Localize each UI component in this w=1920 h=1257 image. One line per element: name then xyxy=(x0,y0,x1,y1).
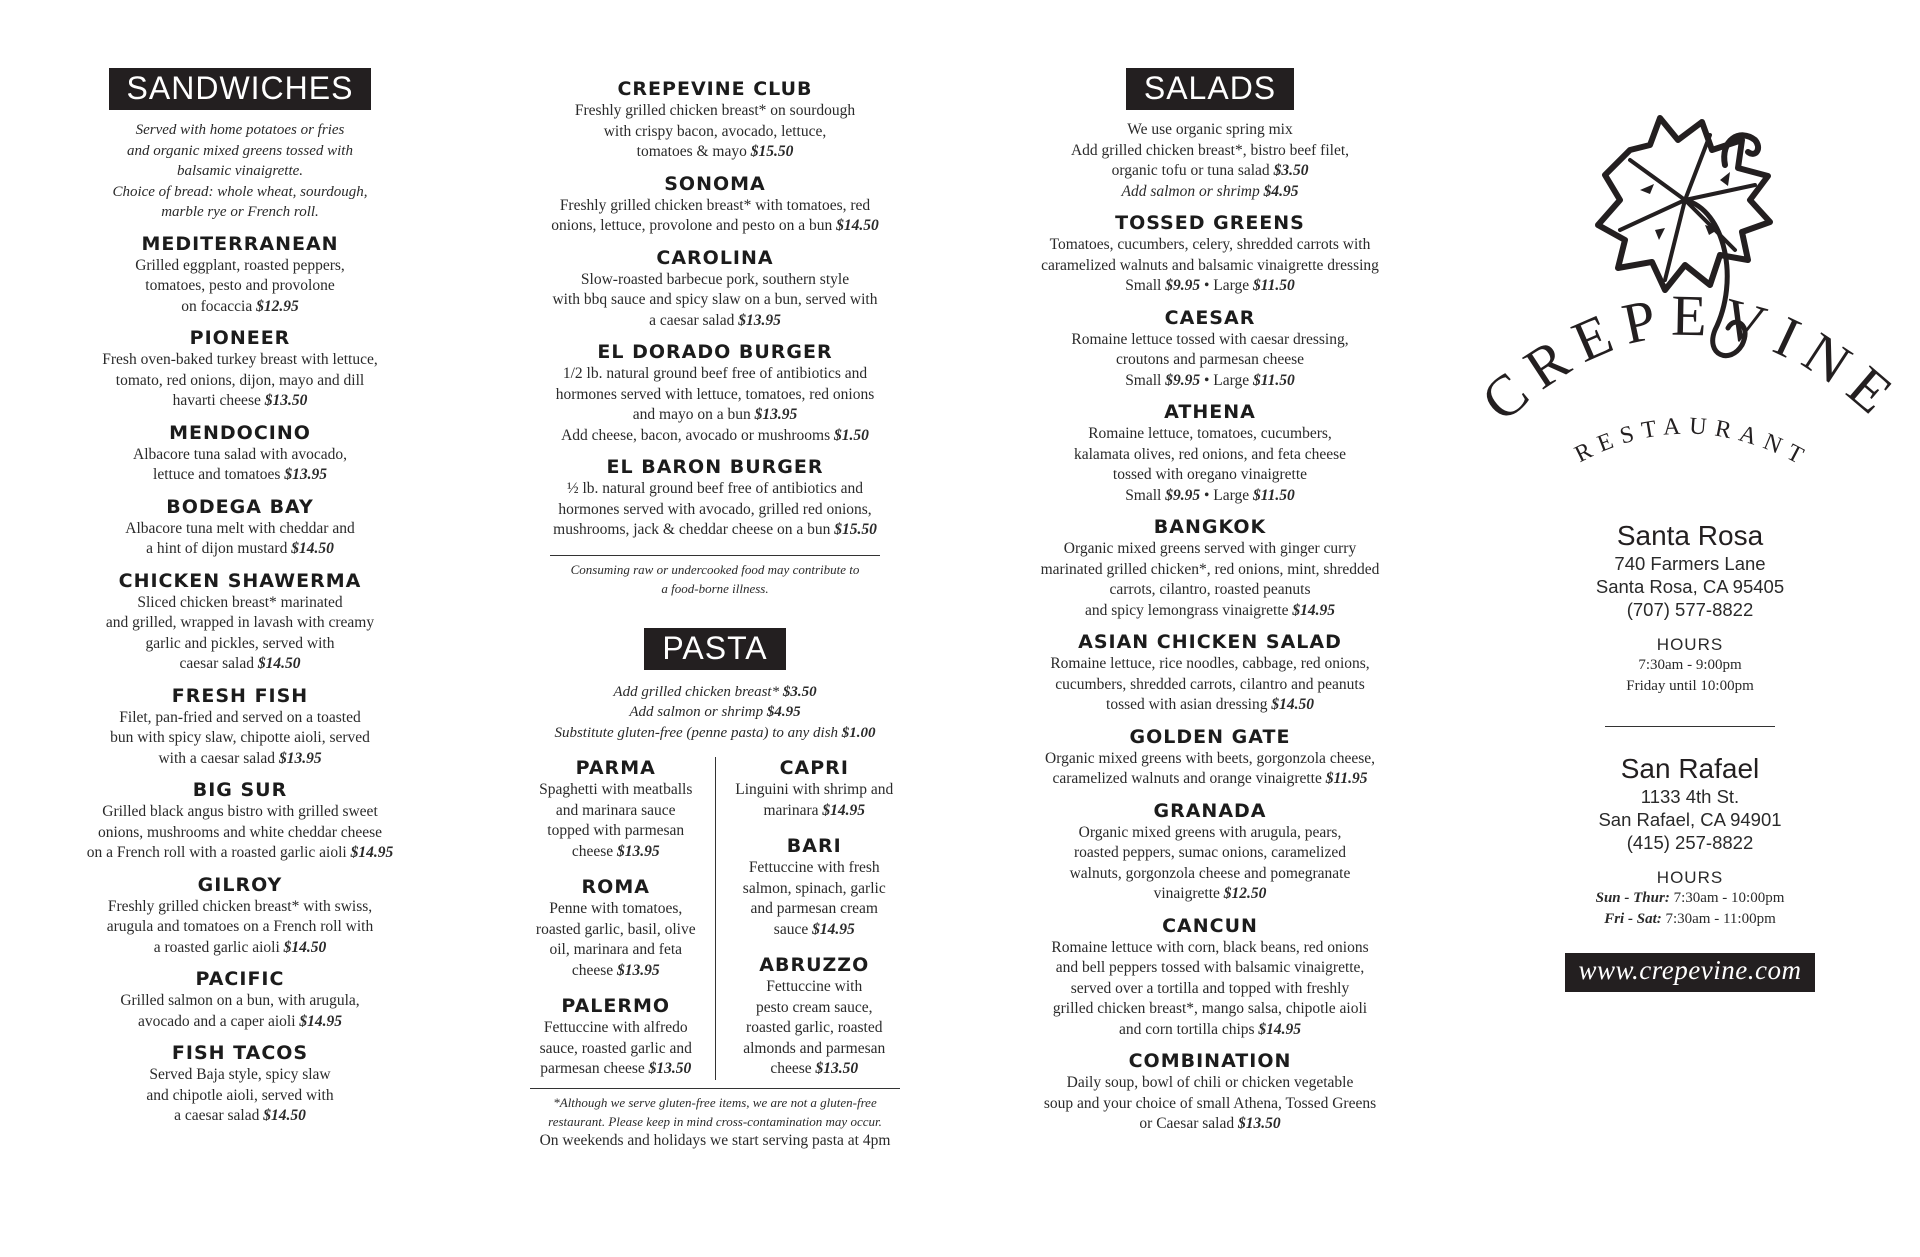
menu-item xyxy=(60,327,420,412)
menu-item xyxy=(60,496,420,560)
item-price: $13.95 xyxy=(617,961,660,979)
divider xyxy=(1605,726,1775,727)
mains-pasta-column xyxy=(525,0,905,1151)
item-price: $14.50 xyxy=(257,655,301,672)
item-description: Fettuccine with alfredo sauce, roasted garlic and parmesan cheese $13.50 xyxy=(539,1019,692,1077)
small-price: $9.95 xyxy=(1165,486,1201,504)
item-name: CAESAR xyxy=(1164,306,1256,329)
item-name: GRANADA xyxy=(1153,799,1267,822)
item-description: Sliced chicken breast* marinated and grilled, wrapped in lavash with creamy garlic and pickles, served with caesar salad $14.50 xyxy=(105,593,375,672)
item-name: MEDITERRANEAN xyxy=(141,232,339,255)
menu-item xyxy=(1005,726,1415,790)
sandwiches-column xyxy=(60,0,420,1127)
menu-item xyxy=(525,876,707,981)
location-citystate: Santa Rosa, CA 95405 xyxy=(1595,576,1785,597)
menu-item xyxy=(1005,915,1415,1041)
large-price: $11.50 xyxy=(1253,277,1295,294)
salads-heading: SALADS xyxy=(1126,68,1294,110)
raw-food-warning: Consuming raw or undercooked food may contribute to a food-borne illness. xyxy=(570,561,860,596)
item-name: EL BARON BURGER xyxy=(606,456,824,478)
item-description: 1/2 lb. natural ground beef free of antibiotics and hormones served with lettuce, tomatoes, red onions and mayo on a bun $13.95 Add cheese, bacon, avocado or mushrooms $1.50 xyxy=(555,365,875,444)
item-price: $14.95 xyxy=(1258,1020,1302,1038)
brand-name: REPEVIN xyxy=(1512,282,1873,404)
sandwiches-heading: SANDWICHES xyxy=(109,68,372,110)
menu-item xyxy=(1005,516,1415,621)
item-name: CHICKEN SHAWERMA xyxy=(118,569,362,592)
item-description: Grilled salmon on a bun, with arugula, avocado and a caper aioli $14.95 xyxy=(120,992,360,1030)
addon-price: $1.00 xyxy=(841,724,876,741)
item-price: $15.50 xyxy=(750,143,794,160)
locations xyxy=(1480,520,1900,929)
item-name: FRESH FISH xyxy=(171,684,309,707)
addon-price: $3.50 xyxy=(782,683,817,700)
menu-item xyxy=(525,341,905,446)
item-price: $13.95 xyxy=(617,842,660,860)
item-description: Organic mixed greens served with ginger curry marinated grilled chicken*, red onions, mint, shredded carrots, cilantro, roasted peanuts and spicy lemongrass vinaigrette $14.95 xyxy=(1040,540,1380,619)
item-description: Grilled eggplant, roasted peppers, tomatoes, pesto and provolone on focaccia $12.95 xyxy=(135,256,345,315)
item-name: COMBINATION xyxy=(1128,1050,1292,1072)
item-name: CANCUN xyxy=(1162,914,1258,937)
menu-item xyxy=(60,233,420,318)
item-price: $14.95 xyxy=(350,844,394,861)
item-price: $15.50 xyxy=(834,521,877,538)
weekend-pasta-note: On weekends and holidays we start serving pasta at 4pm xyxy=(539,1131,891,1149)
hours-label: HOURS xyxy=(1656,868,1724,887)
location-phone: (415) 257-8822 xyxy=(1626,832,1754,853)
item-name: FISH TACOS xyxy=(171,1042,309,1064)
item-description: Slow-roasted barbecue pork, southern style with bbq sauce and spicy slaw on a bun, served with a caesar salad $13.95 xyxy=(552,270,878,329)
item-name: PIONEER xyxy=(189,327,291,349)
item-name: BANGKOK xyxy=(1153,516,1267,538)
menu-item xyxy=(1005,1050,1415,1135)
menu-item xyxy=(1005,800,1415,905)
item-description: Romaine lettuce, rice noodles, cabbage, red onions, cucumbers, shredded carrots, cilantro and peanuts tossed with asian dressing $14.50 xyxy=(1050,655,1370,713)
pasta-heading: PASTA xyxy=(644,628,785,670)
item-price: $13.50 xyxy=(648,1060,692,1077)
menu-item xyxy=(525,757,707,862)
item-description: Organic mixed greens with beets, gorgonzola cheese, caramelized walnuts and orange vinaigrette $11.95 xyxy=(1045,749,1375,787)
menu-item xyxy=(60,874,420,959)
salad-intro-line: Add grilled chicken breast*, bistro beef filet, xyxy=(1070,141,1350,159)
small-price: $9.95 xyxy=(1165,371,1201,389)
item-price: $13.95 xyxy=(284,466,327,483)
large-price: $11.50 xyxy=(1253,371,1295,389)
menu-item xyxy=(60,570,420,675)
item-name: PALERMO xyxy=(561,995,671,1017)
item-price: $14.50 xyxy=(836,217,879,234)
extra-price: $1.50 xyxy=(834,426,869,444)
item-name: SONOMA xyxy=(664,172,766,195)
pasta-column-left xyxy=(525,757,716,1080)
sandwiches-intro: Served with home potatoes or fries and organic mixed greens tossed with balsamic vinaigrette. Choice of bread: whole wheat, sourdough, marble rye or French roll. xyxy=(112,122,368,220)
location-street: 1133 4th St. xyxy=(1640,786,1740,807)
item-description: Romaine lettuce, tomatoes, cucumbers, kalamata olives, red onions, and feta cheese tossed with oregano vinaigrette Small $9.95 • Large $11.50 xyxy=(1074,425,1346,504)
item-price: $14.95 xyxy=(812,920,855,938)
item-price: $11.95 xyxy=(1325,770,1368,787)
item-description: Served Baja style, spicy slaw and chipotle aioli, served with a caesar salad $14.50 xyxy=(146,1066,334,1124)
divider xyxy=(550,555,880,556)
item-description: Romaine lettuce tossed with caesar dressing, croutons and parmesan cheese Small $9.95 • Large $11.50 xyxy=(1071,330,1349,389)
intro-price: $3.50 xyxy=(1273,162,1309,179)
mains-list xyxy=(525,78,905,541)
item-price: $13.95 xyxy=(278,749,322,767)
menu-item xyxy=(60,779,420,864)
menu-item xyxy=(60,1042,420,1127)
item-description: Penne with tomatoes, roasted garlic, basil, olive oil, marinara and feta cheese $13.95 xyxy=(535,900,696,979)
item-price: $13.95 xyxy=(754,406,798,423)
item-name: EL DORADO BURGER xyxy=(597,341,833,363)
item-price: $12.95 xyxy=(256,297,299,315)
pasta-addon: Add grilled chicken breast* $3.50 xyxy=(613,683,817,700)
salads-intro xyxy=(1005,120,1415,202)
location-citystate: San Rafael, CA 94901 xyxy=(1598,809,1782,830)
item-price: $12.50 xyxy=(1223,885,1267,902)
menu-item xyxy=(60,685,420,770)
item-price: $14.95 xyxy=(1292,601,1336,619)
brand-column xyxy=(1480,0,1900,992)
salad-intro-line: organic tofu or tuna salad $3.50 xyxy=(1111,162,1309,179)
item-name: CAROLINA xyxy=(656,246,774,269)
item-description: Freshly grilled chicken breast* on sourdough with crispy bacon, avocado, lettuce, tomatoes & mayo $15.50 xyxy=(574,102,856,160)
pasta-grid xyxy=(525,757,905,1080)
menu-item xyxy=(1005,401,1415,506)
pasta-column-right xyxy=(716,757,906,1080)
addon-price: $4.95 xyxy=(766,704,801,720)
item-description: Organic mixed greens with arugula, pears, roasted peppers, sumac onions, caramelized walnuts, gorgonzola cheese and pomegranate vinaigrette $12.50 xyxy=(1069,823,1351,902)
item-name: TOSSED GREENS xyxy=(1115,212,1305,234)
item-name: BIG SUR xyxy=(192,779,288,801)
menu-item xyxy=(60,422,420,486)
item-name: GILROY xyxy=(197,873,283,896)
location-city: Santa Rosa xyxy=(1616,520,1764,551)
item-description: ½ lb. natural ground beef free of antibiotics and hormones served with avocado, grilled red onions, mushrooms, jack & cheddar cheese on a bun $15.50 xyxy=(553,480,877,538)
menu-item xyxy=(60,968,420,1032)
menu-item xyxy=(1005,631,1415,716)
salad-intro-line: We use organic spring mix xyxy=(1127,121,1293,138)
menu-item xyxy=(525,78,905,163)
menu-item xyxy=(525,995,707,1080)
hours-line: Sun - Thur: 7:30am - 10:00pm xyxy=(1595,890,1785,906)
location-city: San Rafael xyxy=(1620,753,1760,784)
salad-list xyxy=(1005,212,1415,1135)
hours-line: Friday until 10:00pm xyxy=(1626,677,1754,694)
pasta-addons xyxy=(525,682,905,744)
item-name: BARI xyxy=(786,835,842,857)
item-name: CREPEVINE CLUB xyxy=(617,78,813,100)
salad-intro-line: Add salmon or shrimp $4.95 xyxy=(1121,182,1299,200)
hours-label: HOURS xyxy=(1656,635,1724,654)
item-description: Fettuccine with fresh salmon, spinach, garlic and parmesan cream sauce $14.95 xyxy=(742,859,886,938)
hours-days: Sun - Thur: xyxy=(1595,890,1670,906)
item-description: Daily soup, bowl of chili or chicken vegetable soup and your choice of small Athena, Tossed Greens or Caesar salad $13.50 xyxy=(1043,1074,1377,1132)
location-street: 740 Farmers Lane xyxy=(1614,553,1766,574)
menu-item xyxy=(525,173,905,237)
location-phone: (707) 577-8822 xyxy=(1626,599,1754,620)
item-description: Freshly grilled chicken breast* with swiss, arugula and tomatoes on a French roll with a roasted garlic aioli $14.50 xyxy=(106,897,374,956)
menu-item xyxy=(1005,212,1415,297)
item-name: ROMA xyxy=(581,876,650,898)
menu-item xyxy=(525,456,905,541)
item-price: $14.95 xyxy=(299,1012,342,1030)
hours-line: 7:30am - 9:00pm xyxy=(1638,657,1742,673)
large-price: $11.50 xyxy=(1253,486,1295,504)
crepevine-logo xyxy=(1480,0,1900,520)
menu-item xyxy=(1005,307,1415,392)
brand-tagline: RESTAURANT xyxy=(1570,413,1815,474)
pasta-addon: Add salmon or shrimp $4.95 xyxy=(629,704,801,720)
item-price: $13.50 xyxy=(815,1060,859,1077)
grape-leaf-icon xyxy=(1480,0,1900,520)
item-price: $13.50 xyxy=(264,392,308,409)
sandwich-list xyxy=(60,233,420,1127)
divider xyxy=(530,1088,900,1089)
item-name: MENDOCINO xyxy=(169,421,311,444)
item-description: Filet, pan-fried and served on a toasted bun with spicy slaw, chipotte aioli, served with a caesar salad $13.95 xyxy=(110,708,370,767)
item-description: Romaine lettuce with corn, black beans, red onions and bell peppers tossed with balsamic vinaigrette, served over a tortilla and topped with freshly grilled chicken breast*, mango salsa, chipotle aioli and corn tortilla chips $14.95 xyxy=(1051,938,1369,1038)
website-link[interactable]: www.crepevine.com xyxy=(1565,953,1816,992)
item-description: Tomatoes, cucumbers, celery, shredded carrots with caramelized walnuts and balsamic vinaigrette dressing Small $9.95 • Large $11.50 xyxy=(1041,236,1379,294)
menu-item xyxy=(724,757,906,821)
item-description: Linguini with shrimp and marinara $14.95 xyxy=(735,781,894,819)
item-price: $14.50 xyxy=(263,1107,306,1124)
pasta-addon: Substitute gluten-free (penne pasta) to any dish $1.00 xyxy=(554,724,876,741)
item-description: Grilled black angus bistro with grilled sweet onions, mushrooms and white cheddar cheese on a French roll with a roasted garlic aioli $14.95 xyxy=(86,803,394,861)
item-price: $14.50 xyxy=(283,938,327,956)
menu-item xyxy=(724,835,906,940)
hours-line: Fri - Sat: 7:30am - 11:00pm xyxy=(1604,910,1776,927)
menu-item xyxy=(525,247,905,332)
item-name: PACIFIC xyxy=(195,968,285,990)
item-description: Fettuccine with pesto cream sauce, roasted garlic, roasted almonds and parmesan cheese $13.50 xyxy=(743,978,886,1077)
location-block xyxy=(1480,753,1900,929)
item-name: PARMA xyxy=(575,757,656,779)
location-block xyxy=(1480,520,1900,696)
item-price: $13.95 xyxy=(738,311,781,329)
menu-item xyxy=(724,954,906,1080)
salads-column xyxy=(1005,0,1415,1135)
item-name: ABRUZZO xyxy=(759,954,870,976)
item-description: Albacore tuna melt with cheddar and a hint of dijon mustard $14.50 xyxy=(125,519,355,557)
item-description: Spaghetti with meatballs and marinara sauce topped with parmesan cheese $13.95 xyxy=(539,781,693,860)
item-description: Albacore tuna salad with avocado, lettuce and tomatoes $13.95 xyxy=(133,445,347,483)
item-name: ATHENA xyxy=(1164,401,1256,423)
gluten-free-note: *Although we serve gluten-free items, we are not a gluten-free restaurant. Please keep in mind cross-contamination may occur. xyxy=(548,1094,882,1129)
hours-days: Fri - Sat: xyxy=(1604,910,1662,927)
item-price: $13.50 xyxy=(1237,1115,1281,1132)
intro-price: $4.95 xyxy=(1263,182,1299,200)
item-price: $14.50 xyxy=(291,540,334,557)
small-price: $9.95 xyxy=(1165,277,1201,294)
item-name: BODEGA BAY xyxy=(166,495,314,518)
item-description: Freshly grilled chicken breast* with tomatoes, red onions, lettuce, provolone and pesto on a bun $14.50 xyxy=(551,196,879,234)
item-description: Fresh oven-baked turkey breast with lettuce, tomato, red onions, dijon, mayo and dill havarti cheese $13.50 xyxy=(102,351,378,409)
item-name: ASIAN CHICKEN SALAD xyxy=(1078,631,1342,653)
item-name: GOLDEN GATE xyxy=(1129,725,1291,748)
item-price: $14.95 xyxy=(822,801,866,819)
item-name: CAPRI xyxy=(779,757,849,779)
item-price: $14.50 xyxy=(1271,696,1314,713)
